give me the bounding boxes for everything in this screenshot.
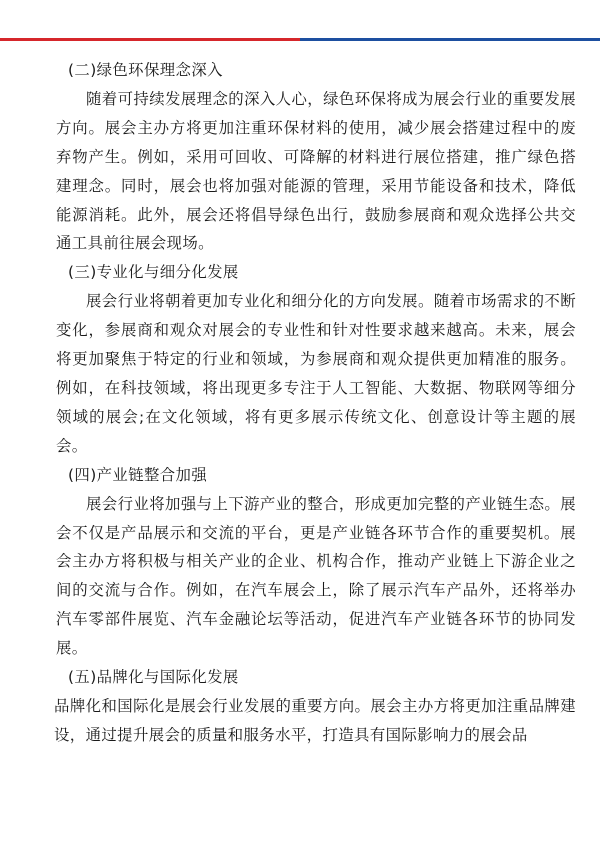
- section-heading-industry-chain: (四)产业链整合加强: [68, 465, 208, 484]
- header-rule-red: [0, 38, 300, 41]
- section-heading-specialization: (三)专业化与细分化发展: [68, 263, 239, 282]
- section-heading-green: (二)绿色环保理念深入: [68, 61, 223, 79]
- section-paragraph-industry-chain: 展会行业将加强与上下游产业的整合，形成更加完整的产业链生态。展会不仅是产品展示和交流的平台，更是产业链各环节合作的重要契机。展会主办方将积极与相关产业的企业、机构合作，推动产业链上下游企业之间的交流与合作。例如，在汽车展会上，除了展示汽车产品外，还将举办汽车零部件展览、汽车金融论坛等活动，促进汽车产业链各环节的协同发展。: [56, 494, 576, 658]
- section-heading-branding: (五)品牌化与国际化发展: [68, 668, 239, 687]
- header-rule-blue: [300, 38, 600, 41]
- section-paragraph-specialization: 展会行业将朝着更加专业化和细分化的方向发展。随着市场需求的不断变化，参展商和观众对展会的专业性和针对性要求越来越高。未来，展会将更加聚焦于特定的行业和领域，为参展商和观众提供更加精准的服务。例如，在科技领域，将出现更多专注于人工智能、大数据、物联网等细分领域的展会;在文化领域，将有更多展示传统文化、创意设计等主题的展会。: [56, 292, 576, 455]
- page-body: [56, 56, 576, 750]
- header-rule: [0, 38, 600, 41]
- section-paragraph-green: 随着可持续发展理念的深入人心，绿色环保将成为展会行业的重要发展方向。展会主办方将更加注重环保材料的使用，减少展会搭建过程中的废弃物产生。例如，采用可回收、可降解的材料进行展位搭建，推广绿色搭建理念。同时，展会也将加强对能源的管理，采用节能设备和技术，降低能源消耗。此外，展会还将倡导绿色出行，鼓励参展商和观众选择公共交通工具前往展会现场。: [56, 89, 576, 253]
- section-paragraph-branding: 品牌化和国际化是展会行业发展的重要方向。展会主办方将更加注重品牌建设，通过提升展会的质量和服务水平，打造具有国际影响力的展会品: [54, 696, 576, 744]
